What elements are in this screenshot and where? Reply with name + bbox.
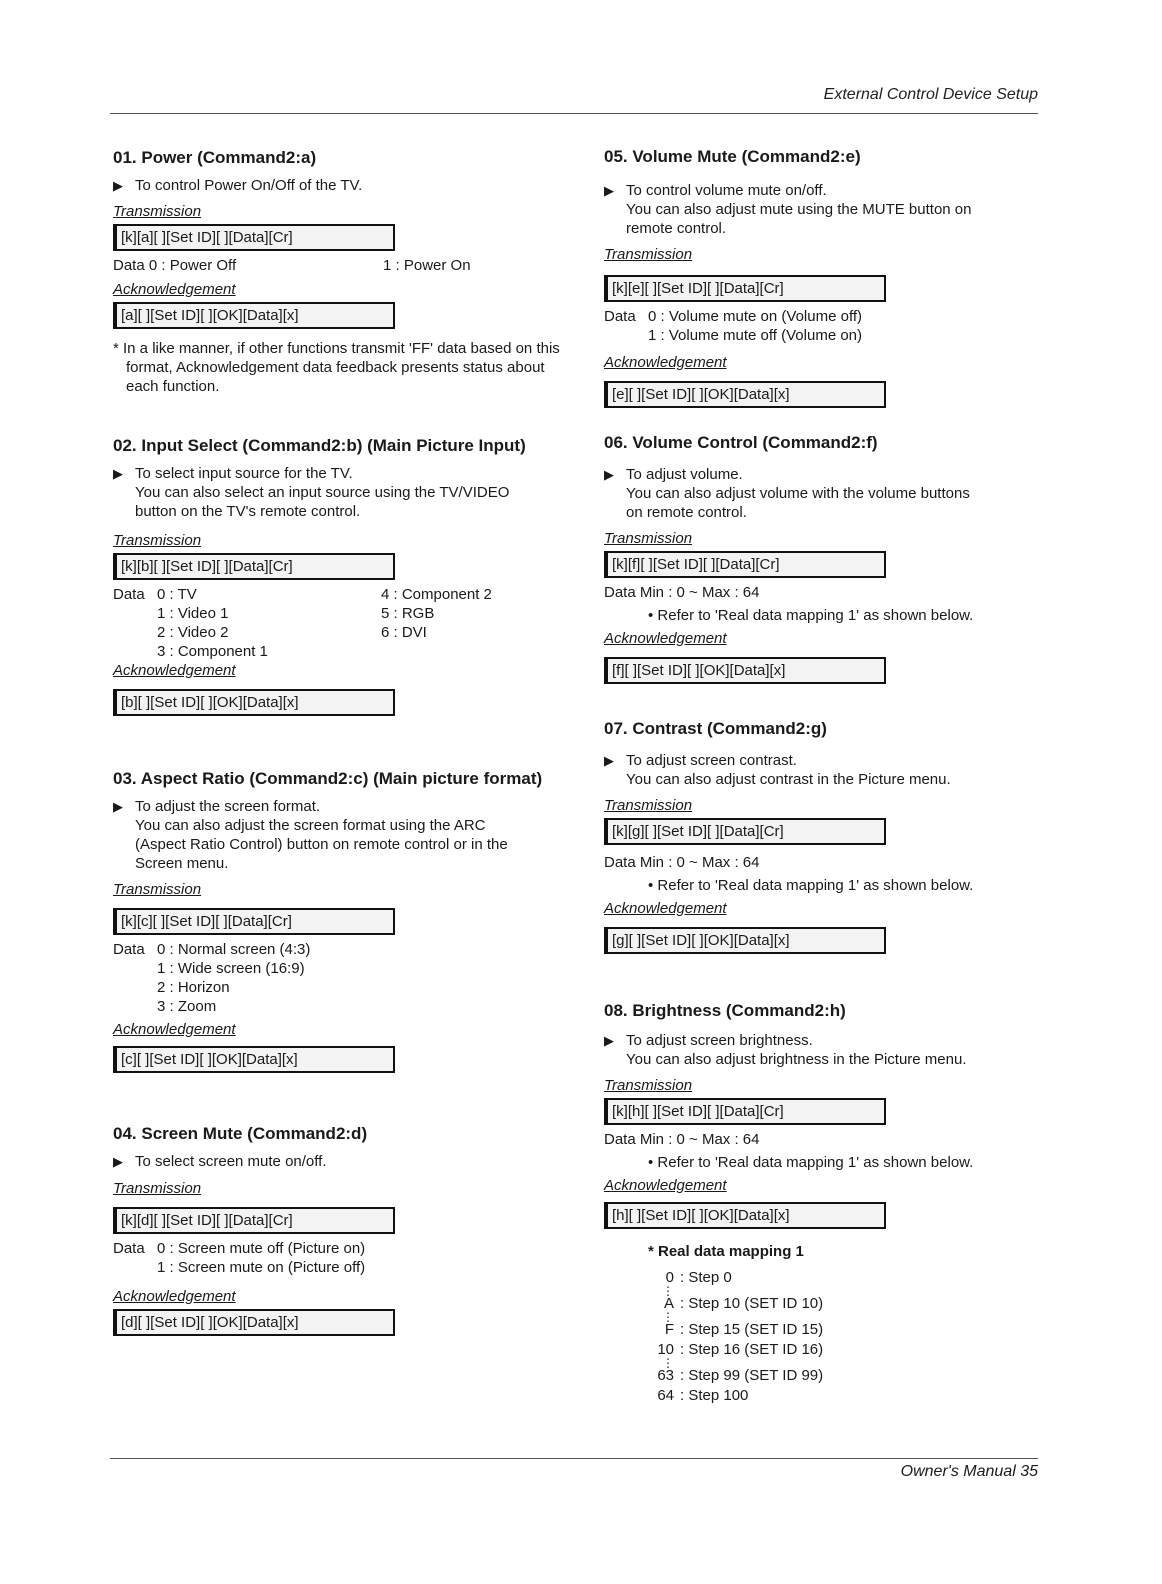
- section-description: ▶ To control Power On/Off of the TV.: [113, 177, 363, 194]
- data-row: 1 : Wide screen (16:9): [157, 960, 305, 977]
- section-power: [113, 148, 563, 396]
- data-row: 1 : Screen mute on (Picture off): [157, 1259, 366, 1276]
- mapping-reference: • Refer to 'Real data mapping 1' as shown below.: [648, 1154, 974, 1171]
- section-description: ▶ To adjust volume. You can also adjust volume with the volume buttons on remote control.: [604, 466, 970, 521]
- mapping-row: 0 : Step 0: [665, 1269, 732, 1286]
- transmission-label: Transmission: [604, 530, 693, 547]
- transmission-label: Transmission: [113, 1180, 202, 1197]
- left-column: [113, 148, 563, 1341]
- acknowledgement-box: [e][ ][Set ID][ ][OK][Data][x]: [604, 381, 886, 408]
- acknowledgement-label: Acknowledgement: [113, 281, 236, 298]
- data-row: 2 : Video 2 6 : DVI: [157, 624, 427, 641]
- data-row: 2 : Horizon: [157, 979, 230, 996]
- mapping-table: [604, 1268, 1054, 1406]
- data-row: 3 : Zoom: [157, 998, 217, 1015]
- section-title: 04. Screen Mute (Command2:d): [113, 1124, 368, 1143]
- ellipsis-icon: ⋮: [662, 1284, 674, 1298]
- acknowledgement-box: [h][ ][Set ID][ ][OK][Data][x]: [604, 1202, 886, 1229]
- acknowledgement-label: Acknowledgement: [113, 1288, 236, 1305]
- section-aspect-ratio: [113, 769, 563, 1073]
- mapping-title: * Real data mapping 1: [648, 1243, 804, 1260]
- section-description: ▶ To adjust screen contrast. You can also adjust contrast in the Picture menu.: [604, 752, 951, 788]
- transmission-box: [k][d][ ][Set ID][ ][Data][Cr]: [113, 1207, 395, 1234]
- acknowledgement-box: [c][ ][Set ID][ ][OK][Data][x]: [113, 1046, 395, 1073]
- data-row: 3 : Component 1: [157, 643, 268, 660]
- data-row: Data 0 : TV 4 : Component 2: [113, 586, 492, 603]
- section-title: 05. Volume Mute (Command2:e): [604, 147, 861, 166]
- transmission-box: [k][e][ ][Set ID][ ][Data][Cr]: [604, 275, 886, 302]
- data-row: Data 0 : Screen mute off (Picture on): [113, 1240, 366, 1257]
- play-arrow-icon: ▶: [113, 799, 123, 814]
- section-description: ▶ To control volume mute on/off. You can also adjust mute using the MUTE button on remote control.: [604, 182, 972, 237]
- mapping-reference: • Refer to 'Real data mapping 1' as shown below.: [648, 877, 974, 894]
- note: * In a like manner, if other functions transmit 'FF' data based on this format, Acknowledgement data feedback presents status about each function.: [113, 340, 560, 395]
- section-contrast: [604, 719, 1054, 954]
- data-range: Data Min : 0 ~ Max : 64: [604, 854, 760, 871]
- acknowledgement-label: Acknowledgement: [604, 354, 727, 371]
- section-description: ▶ To select screen mute on/off.: [113, 1153, 327, 1170]
- play-arrow-icon: ▶: [604, 183, 614, 198]
- transmission-box: [k][c][ ][Set ID][ ][Data][Cr]: [113, 908, 395, 935]
- play-arrow-icon: ▶: [113, 178, 123, 193]
- section-title: 08. Brightness (Command2:h): [604, 1001, 846, 1020]
- play-arrow-icon: ▶: [604, 1033, 614, 1048]
- acknowledgement-box: [d][ ][Set ID][ ][OK][Data][x]: [113, 1309, 395, 1336]
- acknowledgement-label: Acknowledgement: [604, 900, 727, 917]
- data-row: 1 : Video 1 5 : RGB: [157, 605, 435, 622]
- transmission-box: [k][b][ ][Set ID][ ][Data][Cr]: [113, 553, 395, 580]
- section-title: 02. Input Select (Command2:b) (Main Picture Input): [113, 436, 526, 455]
- section-volume-mute: [604, 147, 1054, 408]
- mapping-row: A : Step 10 (SET ID 10): [663, 1295, 824, 1312]
- mapping-row: 63 : Step 99 (SET ID 99): [657, 1367, 824, 1384]
- section-title: 01. Power (Command2:a): [113, 148, 317, 167]
- acknowledgement-label: Acknowledgement: [604, 630, 727, 647]
- data-range: Data Min : 0 ~ Max : 64: [604, 1131, 760, 1148]
- section-volume-control: [604, 433, 1054, 684]
- acknowledgement-box: [f][ ][Set ID][ ][OK][Data][x]: [604, 657, 886, 684]
- section-description: ▶ To adjust the screen format. You can also adjust the screen format using the ARC (Aspect Ratio Control) button on remote control or in the Screen menu.: [113, 798, 508, 872]
- right-column: [604, 147, 1054, 1406]
- acknowledgement-label: Acknowledgement: [113, 662, 236, 679]
- data-row: 1 : Volume mute off (Volume on): [648, 327, 863, 344]
- page-header: External Control Device Setup: [823, 86, 1038, 103]
- section-description: ▶ To select input source for the TV. You can also select an input source using the TV/VIDEO button on the TV's remote control.: [113, 465, 510, 520]
- play-arrow-icon: ▶: [113, 1154, 123, 1169]
- transmission-box: [k][a][ ][Set ID][ ][Data][Cr]: [113, 224, 395, 251]
- acknowledgement-box: [a][ ][Set ID][ ][OK][Data][x]: [113, 302, 395, 329]
- header-rule: [110, 113, 1038, 114]
- section-title: 03. Aspect Ratio (Command2:c) (Main picture format): [113, 769, 543, 788]
- section-description: ▶ To adjust screen brightness. You can also adjust brightness in the Picture menu.: [604, 1032, 967, 1068]
- play-arrow-icon: ▶: [604, 467, 614, 482]
- acknowledgement-box: [g][ ][Set ID][ ][OK][Data][x]: [604, 927, 886, 954]
- data-row: Data 0 : Normal screen (4:3): [113, 941, 311, 958]
- ellipsis-icon: ⋮: [662, 1356, 674, 1370]
- transmission-label: Transmission: [604, 797, 693, 814]
- page-footer: Owner's Manual 35: [900, 1463, 1038, 1480]
- acknowledgement-label: Acknowledgement: [113, 1021, 236, 1038]
- mapping-row: 10 : Step 16 (SET ID 16): [657, 1341, 824, 1358]
- transmission-box: [k][h][ ][Set ID][ ][Data][Cr]: [604, 1098, 886, 1125]
- play-arrow-icon: ▶: [113, 466, 123, 481]
- mapping-row: F : Step 15 (SET ID 15): [664, 1321, 824, 1338]
- data-row: Data 0 : Volume mute on (Volume off): [604, 308, 863, 325]
- section-title: 06. Volume Control (Command2:f): [604, 433, 878, 452]
- data-row: Data 0 : Power Off 1 : Power On: [113, 257, 471, 274]
- transmission-box: [k][g][ ][Set ID][ ][Data][Cr]: [604, 818, 886, 845]
- acknowledgement-label: Acknowledgement: [604, 1177, 727, 1194]
- mapping-reference: • Refer to 'Real data mapping 1' as shown below.: [648, 607, 974, 624]
- transmission-label: Transmission: [604, 246, 693, 263]
- acknowledgement-box: [b][ ][Set ID][ ][OK][Data][x]: [113, 689, 395, 716]
- data-range: Data Min : 0 ~ Max : 64: [604, 584, 760, 601]
- transmission-box: [k][f][ ][Set ID][ ][Data][Cr]: [604, 551, 886, 578]
- transmission-label: Transmission: [113, 203, 202, 220]
- transmission-label: Transmission: [604, 1077, 693, 1094]
- section-title: 07. Contrast (Command2:g): [604, 719, 827, 738]
- footer-rule: [110, 1458, 1038, 1459]
- play-arrow-icon: ▶: [604, 753, 614, 768]
- mapping-row: 64 : Step 100: [657, 1387, 749, 1404]
- transmission-label: Transmission: [113, 881, 202, 898]
- section-brightness: [604, 1001, 1054, 1229]
- section-input-select: [113, 436, 563, 716]
- transmission-label: Transmission: [113, 532, 202, 549]
- ellipsis-icon: ⋮: [662, 1310, 674, 1324]
- section-screen-mute: [113, 1124, 563, 1336]
